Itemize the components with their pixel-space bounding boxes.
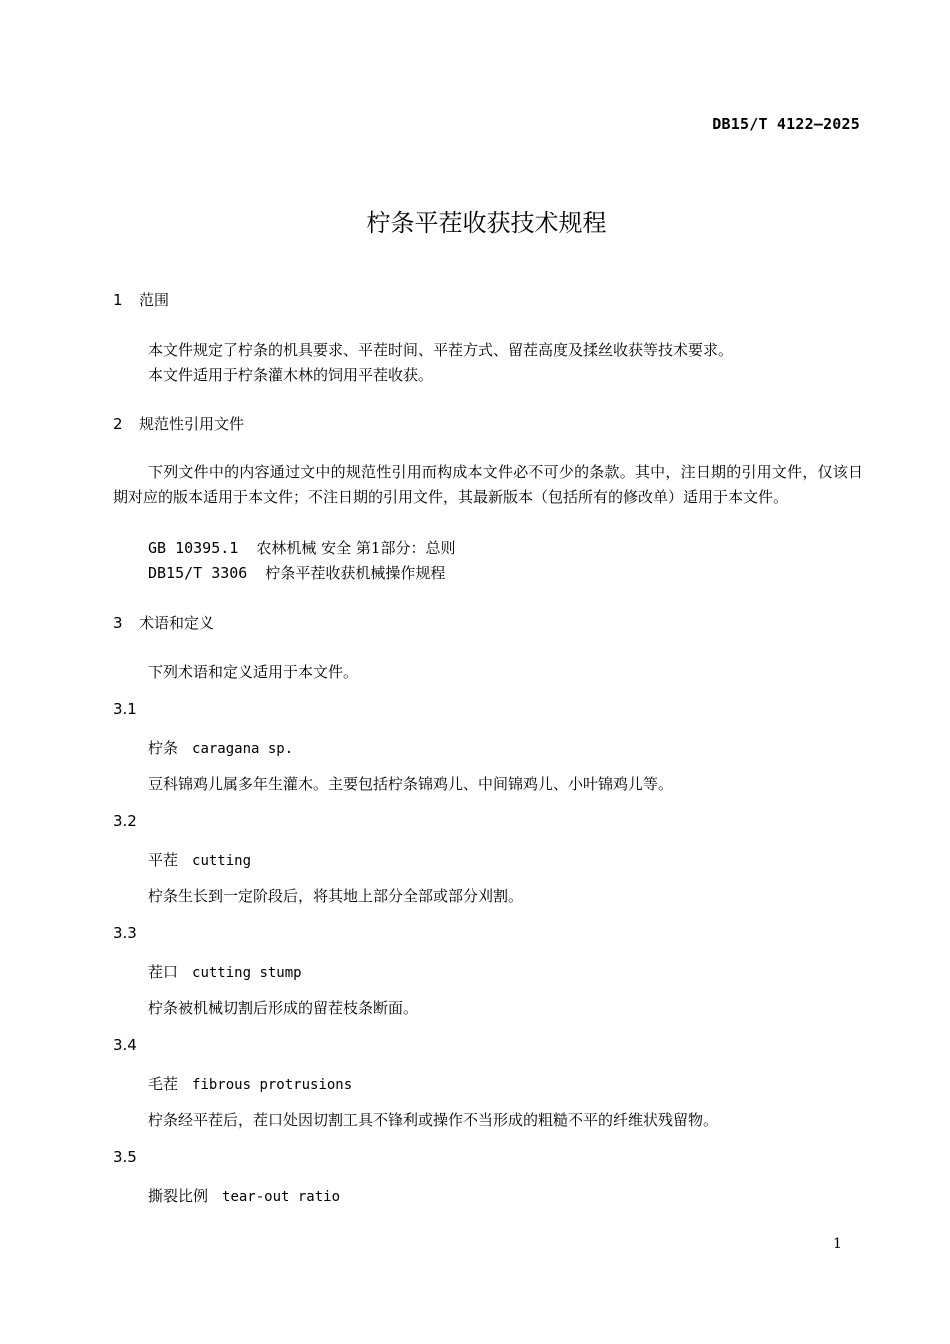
section-3-heading	[113, 612, 214, 633]
term-number: 3.3	[113, 924, 137, 942]
term-entry	[148, 1073, 352, 1094]
standard-number: DB15/T 4122—2025	[712, 115, 860, 133]
term-definition: 柠条经平茬后，茬口处因切割工具不锋利或操作不当形成的粗糙不平的纤维状残留物。	[148, 1111, 719, 1129]
term-definition: 柠条被机械切割后形成的留茬枝条断面。	[148, 999, 419, 1017]
reference-item	[148, 562, 445, 583]
term-name: 毛茬	[148, 1075, 179, 1093]
section-1-paragraph: 本文件规定了柠条的机具要求、平茬时间、平茬方式、留茬高度及揉丝收获等技术要求。	[148, 341, 734, 359]
section-number: 3	[113, 614, 123, 632]
term-entry	[148, 1185, 340, 1206]
term-english: cutting stump	[192, 965, 302, 981]
term-english: fibrous protrusions	[192, 1077, 353, 1093]
term-number: 3.1	[113, 700, 137, 718]
term-entry	[148, 849, 251, 870]
section-1-heading	[113, 289, 169, 310]
section-3-intro: 下列术语和定义适用于本文件。	[148, 663, 359, 681]
section-number: 1	[113, 291, 123, 309]
section-1-paragraph: 本文件适用于柠条灌木林的饲用平茬收获。	[148, 366, 434, 384]
section-title: 范围	[139, 291, 170, 309]
reference-title: 农林机械 安全 第1部分：总则	[256, 539, 456, 557]
reference-title: 柠条平茬收获机械操作规程	[265, 564, 446, 582]
section-2-paragraph: 下列文件中的内容通过文中的规范性引用而构成本文件必不可少的条款。其中，注日期的引用文件，仅该日期对应的版本适用于本文件；不注日期的引用文件，其最新版本（包括所有的修改单）适用于本文件。	[113, 463, 863, 506]
term-number: 3.5	[113, 1148, 137, 1166]
term-name: 茬口	[148, 963, 179, 981]
term-definition: 豆科锦鸡儿属多年生灌木。主要包括柠条锦鸡儿、中间锦鸡儿、小叶锦鸡儿等。	[148, 775, 674, 793]
document-title: 柠条平茬收获技术规程	[366, 209, 607, 237]
section-2-heading	[113, 413, 244, 434]
section-title: 规范性引用文件	[139, 415, 245, 433]
term-english: cutting	[192, 853, 252, 869]
page-number: 1	[833, 1236, 842, 1252]
reference-code: GB 10395.1	[148, 539, 239, 557]
term-number: 3.2	[113, 812, 137, 830]
reference-item	[148, 537, 455, 558]
term-entry	[148, 737, 293, 758]
term-english: tear-out ratio	[222, 1189, 341, 1205]
reference-code: DB15/T 3306	[148, 564, 248, 582]
term-entry	[148, 961, 302, 982]
term-english: caragana sp.	[192, 741, 294, 757]
term-name: 撕裂比例	[148, 1187, 209, 1205]
term-number: 3.4	[113, 1036, 137, 1054]
term-name: 柠条	[148, 739, 179, 757]
section-title: 术语和定义	[139, 614, 215, 632]
term-definition: 柠条生长到一定阶段后，将其地上部分全部或部分刈割。	[148, 887, 524, 905]
section-number: 2	[113, 415, 123, 433]
term-name: 平茬	[148, 851, 179, 869]
